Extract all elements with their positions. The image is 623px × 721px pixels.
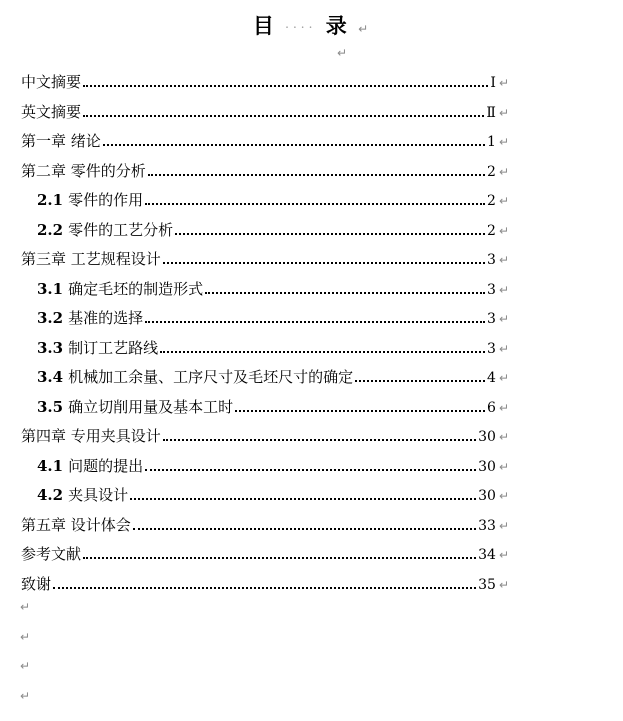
toc-dot-leader [145, 320, 485, 323]
toc-entry-number: 3.5 [37, 397, 64, 416]
toc-entry-label: 参考文献 [21, 545, 82, 563]
paragraph-mark-icon: ↵ [498, 164, 509, 179]
toc-entry-page-number: 3 [487, 311, 496, 327]
toc-entry-section[interactable] [37, 365, 509, 389]
paragraph-mark-icon: ↵ [498, 459, 509, 474]
toc-entry-chapter[interactable] [21, 247, 509, 271]
toc-dot-leader [130, 497, 476, 500]
toc-entry-number: 3.3 [37, 338, 64, 357]
toc-entry-number: 3.2 [37, 309, 64, 327]
toc-entry-section[interactable] [37, 218, 509, 242]
toc-entry-page-number: Ⅱ [486, 104, 496, 121]
paragraph-mark-icon: ↵ [20, 629, 31, 644]
toc-title [0, 10, 623, 38]
toc-entry-label: 夹具设计 [68, 486, 129, 504]
paragraph-mark-icon: ↵ [498, 282, 509, 297]
toc-entry-section[interactable] [37, 483, 509, 507]
toc-entry-label: 第四章 专用夹具设计 [21, 427, 161, 445]
toc-dot-leader [163, 438, 476, 441]
toc-dot-leader [145, 468, 476, 471]
toc-entry-page-number: 4 [487, 370, 496, 386]
paragraph-mark-icon: ↵ [498, 400, 509, 415]
toc-entry-number: 2.2 [37, 220, 64, 239]
toc-entry-page-number: 3 [487, 252, 496, 268]
toc-entry-section[interactable] [37, 306, 509, 330]
toc-title-space-dots: ···· [285, 20, 317, 35]
paragraph-mark-icon: ↵ [498, 489, 509, 503]
paragraph-mark-icon: ↵ [498, 518, 509, 533]
paragraph-mark-icon: ↵ [498, 135, 509, 149]
toc-entry-label: 确立切削用量及基本工时 [68, 397, 234, 416]
toc-entry-chapter[interactable] [21, 542, 509, 566]
toc-dot-leader [148, 173, 485, 176]
toc-entry-label: 第一章 绪论 [21, 132, 101, 150]
toc-entry-label: 零件的工艺分析 [68, 220, 174, 239]
toc-entry-chapter[interactable] [21, 129, 509, 153]
paragraph-mark-icon: ↵ [498, 430, 509, 444]
toc-entry-label: 问题的提出 [68, 456, 144, 475]
paragraph-mark-icon: ↵ [358, 22, 371, 36]
paragraph-mark-icon: ↵ [498, 223, 509, 238]
toc-entry-page-number: 34 [478, 547, 496, 563]
toc-dot-leader [205, 291, 485, 294]
toc-dot-leader [53, 586, 476, 589]
toc-entry-section[interactable] [37, 188, 509, 212]
toc-entry-page-number: 3 [487, 281, 496, 298]
paragraph-mark-icon: ↵ [20, 688, 31, 703]
toc-entry-label: 英文摘要 [21, 102, 82, 121]
toc-entry-chapter[interactable] [21, 100, 509, 124]
paragraph-mark-icon: ↵ [20, 659, 31, 673]
toc-dot-leader [160, 350, 485, 353]
toc-entry-page-number: 30 [478, 458, 496, 475]
toc-entry-number: 4.2 [37, 486, 64, 504]
toc-entry-chapter[interactable] [21, 70, 509, 94]
toc-entry-section[interactable] [37, 454, 509, 478]
toc-dot-leader [235, 409, 485, 412]
toc-dot-leader [163, 261, 485, 264]
paragraph-mark-icon: ↵ [498, 105, 509, 120]
toc-entry-page-number: 2 [487, 222, 496, 239]
toc-entry-label: 确定毛坯的制造形式 [68, 279, 204, 298]
paragraph-mark-icon: ↵ [337, 46, 348, 60]
toc-dot-leader [145, 202, 485, 205]
paragraph-mark-icon: ↵ [20, 600, 31, 614]
paragraph-mark-icon: ↵ [498, 577, 509, 592]
toc-entry-label: 第二章 零件的分析 [21, 161, 146, 180]
toc-dot-leader [103, 143, 485, 146]
toc-entry-chapter[interactable] [21, 513, 509, 537]
toc-entry-section[interactable] [37, 395, 509, 419]
toc-entry-page-number: Ⅰ [490, 75, 496, 91]
toc-entry-label: 中文摘要 [21, 73, 82, 91]
toc-entry-page-number: 3 [487, 340, 496, 357]
toc-entry-page-number: 1 [487, 134, 496, 150]
toc-entry-page-number: 30 [478, 488, 496, 504]
toc-entry-page-number: 35 [478, 576, 496, 593]
toc-dot-leader [83, 556, 476, 559]
toc-entry-label: 基准的选择 [68, 309, 144, 327]
toc-entry-page-number: 33 [478, 517, 496, 534]
paragraph-mark-icon: ↵ [498, 371, 509, 385]
paragraph-mark-icon: ↵ [498, 341, 509, 356]
toc-entry-label: 制订工艺路线 [68, 338, 159, 357]
toc-entry-page-number: 2 [487, 193, 496, 209]
toc-entry-page-number: 2 [487, 163, 496, 180]
toc-entry-label: 零件的作用 [68, 191, 144, 209]
toc-dot-leader [175, 232, 485, 235]
toc-entry-label: 机械加工余量、工序尺寸及毛坯尺寸的确定 [68, 368, 354, 386]
toc-entry-number: 3.4 [37, 368, 64, 386]
toc-entry-chapter[interactable] [21, 572, 509, 596]
paragraph-mark-icon: ↵ [498, 312, 509, 326]
toc-title-second-char: 录 [325, 13, 349, 38]
toc-entry-section[interactable] [37, 277, 509, 301]
toc-entry-number: 2.1 [37, 191, 64, 209]
toc-entry-chapter[interactable] [21, 424, 509, 448]
toc-entry-chapter[interactable] [21, 159, 509, 183]
toc-entry-label: 致谢 [21, 574, 52, 593]
toc-entry-page-number: 30 [478, 429, 496, 445]
toc-entry-number: 4.1 [37, 456, 64, 475]
paragraph-mark-icon: ↵ [498, 76, 509, 90]
toc-dot-leader [83, 84, 488, 87]
toc-title-first-char: 目 [252, 13, 276, 38]
toc-entry-label: 第三章 工艺规程设计 [21, 250, 161, 268]
paragraph-mark-icon: ↵ [498, 548, 509, 562]
toc-entry-label: 第五章 设计体会 [21, 515, 131, 534]
toc-dot-leader [133, 527, 476, 530]
toc-entry-section[interactable] [37, 336, 509, 360]
toc-entry-page-number: 6 [487, 399, 496, 416]
toc-dot-leader [83, 114, 484, 117]
paragraph-mark-icon: ↵ [498, 194, 509, 208]
toc-entry-number: 3.1 [37, 279, 64, 298]
toc-dot-leader [355, 379, 485, 382]
paragraph-mark-icon: ↵ [498, 253, 509, 267]
